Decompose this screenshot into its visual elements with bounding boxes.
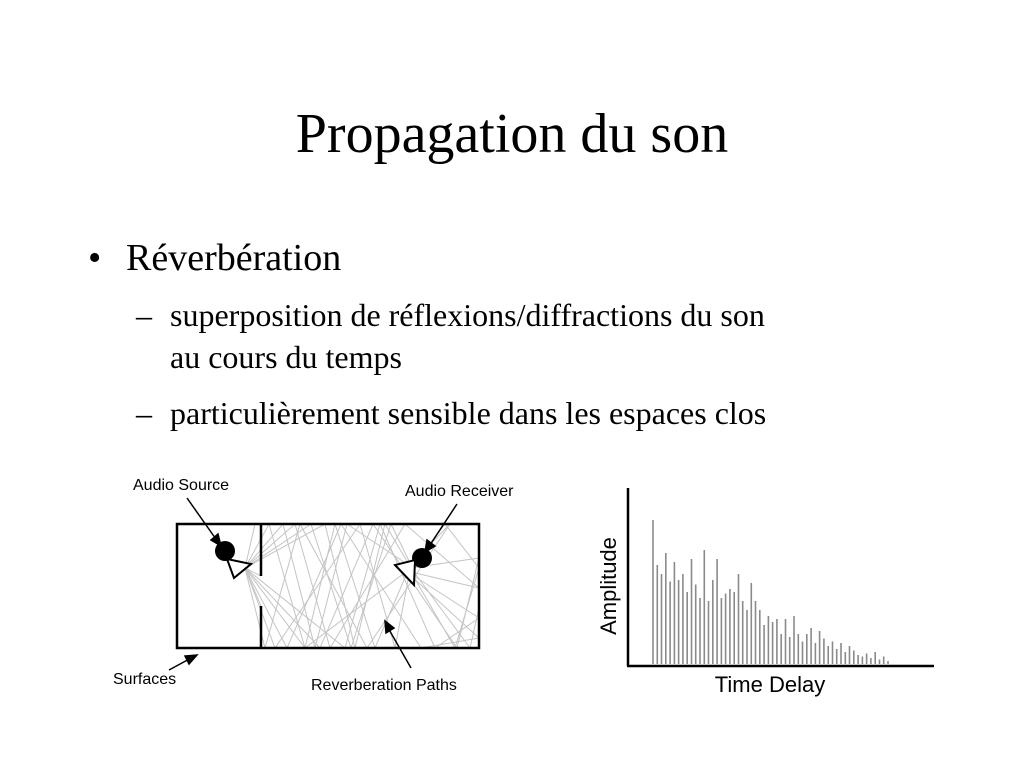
label-audio-source: Audio Source (133, 477, 230, 494)
chart-bars (653, 520, 888, 664)
sub-bullet-item (88, 392, 948, 434)
sub-bullet-line: au cours du temps (170, 339, 402, 375)
sub-bullet-line: superposition de réflexions/diffractions du son (170, 297, 765, 333)
sub-bullet-marker: – (136, 297, 152, 333)
sub-bullet-marker: – (136, 395, 152, 431)
bullet-item (88, 232, 948, 284)
impulse-response-chart (590, 474, 940, 709)
arrowhead-paths (385, 621, 394, 633)
room-diagram-svg (105, 468, 545, 708)
bullet-marker: • (88, 237, 102, 279)
label-surfaces: Surfaces (113, 671, 177, 688)
reverberation-rays (245, 524, 479, 648)
label-reverberation-paths: Reverberation Paths (311, 677, 457, 694)
arrowhead-surfaces (185, 655, 197, 664)
arrow-source (187, 498, 218, 542)
label-audio-receiver: Audio Receiver (405, 483, 514, 500)
arrowhead-receiver (425, 540, 435, 552)
arrow-receiver (428, 504, 457, 548)
slide-title: Propagation du son (295, 103, 729, 165)
room-diagram (105, 468, 545, 713)
x-axis-label: Time Delay (714, 672, 826, 697)
arrowhead-source (211, 534, 221, 546)
impulse-response-svg (590, 474, 940, 704)
bullet-list (88, 232, 948, 434)
reverberation-ray (245, 524, 255, 568)
sub-bullet-item (88, 294, 948, 378)
bullet-text: Réverbération (126, 237, 342, 279)
sub-bullet-line: particulièrement sensible dans les espaces clos (170, 395, 767, 431)
y-axis-label: Amplitude (596, 537, 621, 635)
